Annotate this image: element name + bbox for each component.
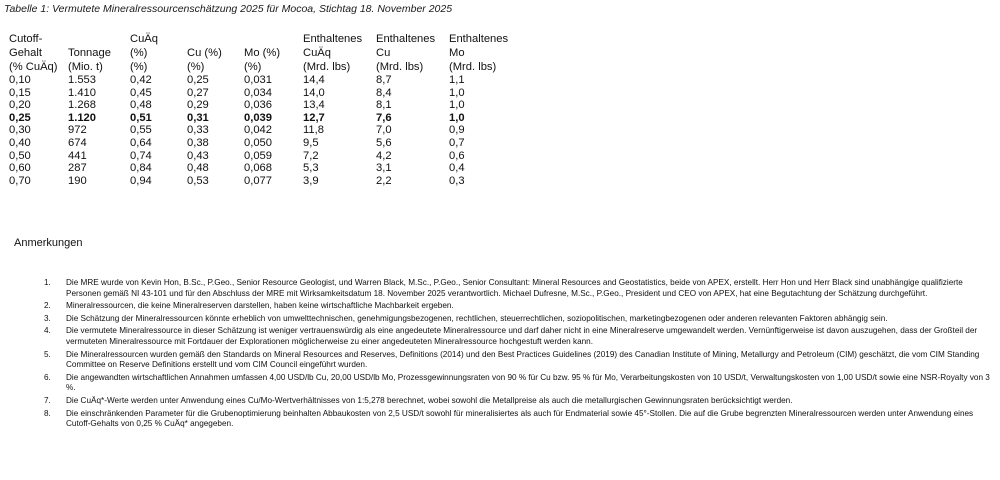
cell-mo: 0,039 bbox=[244, 111, 272, 124]
cell-cu: 0,29 bbox=[187, 99, 209, 112]
cell-cont-cu: 3,1 bbox=[376, 162, 392, 175]
cell-cutoff: 0,20 bbox=[9, 99, 31, 112]
cell-cu: 0,27 bbox=[187, 86, 209, 99]
cell-cu: 0,43 bbox=[187, 149, 209, 162]
cell-cueq: 0,74 bbox=[130, 149, 152, 162]
cell-cueq: 0,64 bbox=[130, 136, 152, 149]
table-row bbox=[9, 99, 519, 112]
cell-cont-mo: 0,4 bbox=[449, 162, 465, 175]
cell-cu: 0,25 bbox=[187, 74, 209, 86]
cell-cont-mo: 0,6 bbox=[449, 149, 465, 162]
cell-cont-cueq: 3,9 bbox=[303, 174, 319, 187]
cell-tonnage: 674 bbox=[68, 136, 87, 149]
note-text: Die vermutete Mineralressource in dieser Schätzung ist weniger vertrauenswürdig als eine angedeutete Mineralressource und darf daher nicht in eine Mineralreserve umgewandelt werden. Vernünftigerweise ist davon auszugehen, dass der Großteil der vermuteten Mineralressource mit Fortdauer der Explorationen möglicherweise zu einer angedeuteten Mineralressource hochgestuft werden kann. bbox=[66, 326, 978, 346]
header-tonnage: Tonnage (Mio. t) bbox=[68, 47, 111, 73]
note-item bbox=[44, 373, 994, 394]
note-number: 2. bbox=[44, 301, 51, 311]
table-row bbox=[9, 124, 519, 137]
note-number: 6. bbox=[44, 372, 51, 382]
cell-cont-cueq: 14,4 bbox=[303, 74, 325, 86]
cell-cont-mo: 1,0 bbox=[449, 99, 465, 112]
cell-mo: 0,059 bbox=[244, 149, 272, 162]
table-row bbox=[9, 87, 519, 100]
header-cueq: CuÄq (%) (%) bbox=[130, 33, 158, 73]
header-contained-mo: Enthaltenes Mo (Mrd. lbs) bbox=[449, 33, 509, 73]
note-number: 4. bbox=[44, 326, 51, 336]
cell-cu: 0,33 bbox=[187, 124, 209, 137]
cell-cutoff: 0,40 bbox=[9, 136, 31, 149]
note-number: 3. bbox=[44, 313, 51, 323]
cell-cutoff: 0,25 bbox=[9, 111, 31, 124]
cell-cu: 0,31 bbox=[187, 111, 209, 124]
cell-cueq: 0,94 bbox=[130, 174, 152, 187]
note-text: Die CuÄq*-Werte werden unter Anwendung eines Cu/Mo-Wertverhältnisses von 1:5,278 berechnet, wobei sowohl die Metallpreise als auch die metallurgischen Gewinnungsraten berücksichtigt werden. bbox=[66, 395, 793, 405]
note-number: 1. bbox=[44, 278, 51, 287]
note-text: Die Mineralressourcen wurden gemäß den Standards on Mineral Resources and Reserves, Definitions (2014) und den Best Practices Guidelines (2019) des Canadian Institute of Mining, Metallurgy and Petroleum (CIM) geschätzt, die vom CIM Standing Committee on Reserve Definitions erstellt und vom CIM Council eingeführt wurden. bbox=[66, 349, 980, 370]
header-contained-cu: Enthaltenes Cu (Mrd. lbs) bbox=[376, 33, 436, 73]
note-item bbox=[44, 326, 994, 347]
cell-cutoff: 0,30 bbox=[9, 124, 31, 137]
cell-cont-cu: 7,0 bbox=[376, 124, 392, 137]
cell-mo: 0,050 bbox=[244, 136, 272, 149]
cell-cu: 0,38 bbox=[187, 136, 209, 149]
note-item bbox=[44, 409, 994, 430]
cell-cont-cueq: 5,3 bbox=[303, 162, 319, 175]
cell-cueq: 0,48 bbox=[130, 99, 152, 112]
notes-heading: Anmerkungen bbox=[14, 237, 83, 249]
table-row bbox=[9, 150, 519, 163]
cell-cont-cueq: 7,2 bbox=[303, 149, 319, 162]
cell-cont-cu: 4,2 bbox=[376, 149, 392, 162]
cell-cont-cueq: 14,0 bbox=[303, 86, 325, 99]
cell-cont-cueq: 9,5 bbox=[303, 136, 319, 149]
note-text: Die angewandten wirtschaftlichen Annahmen umfassen 4,00 USD/lb Cu, 20,00 USD/lb Mo, Prozessgewinnungsraten von 90 % für Cu bzw. 95 % für Mo, Verarbeitungskosten von 10 USD/t, Verwaltungskosten von 1,00 USD/t sowie eine NSR-Royalty von 3 %. bbox=[66, 372, 990, 393]
table-row bbox=[9, 175, 519, 188]
notes-list bbox=[44, 278, 994, 432]
cell-cu: 0,48 bbox=[187, 162, 209, 175]
note-number: 7. bbox=[44, 395, 51, 405]
cell-cutoff: 0,50 bbox=[9, 149, 31, 162]
cell-cont-cu: 2,2 bbox=[376, 174, 392, 187]
note-text: Die MRE wurde von Kevin Hon, B.Sc., P.Geo., Senior Resource Geologist, und Warren Black, M.Sc., P.Geo., Senior Consultant: Mineral Resources and Geostatistics, beide von APEX, erstellt. Herr Hon und Herr Black sind unabhängige qualifizierte Personen gemäß NI 43-101 und für den Abschluss der MRE mit Wirksamkeitsdatum 18. November 2025 verantwortlich. Michael Dufresne, M.Sc., P.Geo., President und CEO von APEX, hat eine Begutachtung der Schätzung durchgeführt. bbox=[66, 278, 963, 298]
note-item bbox=[44, 396, 994, 407]
header-cu: Cu (%) (%) bbox=[187, 47, 222, 73]
cell-mo: 0,077 bbox=[244, 174, 272, 187]
cell-tonnage: 1.268 bbox=[68, 99, 96, 112]
cell-cont-cueq: 12,7 bbox=[303, 111, 325, 124]
cell-cont-cu: 7,6 bbox=[376, 111, 392, 124]
cell-tonnage: 972 bbox=[68, 124, 87, 137]
cell-cont-cu: 8,7 bbox=[376, 74, 392, 86]
cell-cueq: 0,42 bbox=[130, 74, 152, 86]
cell-cutoff: 0,10 bbox=[9, 74, 31, 86]
table-row bbox=[9, 112, 519, 125]
note-text: Mineralressourcen, die keine Mineralreserven darstellen, haben keine wirtschaftliche Machbarkeit ergeben. bbox=[66, 301, 454, 311]
cell-tonnage: 1.553 bbox=[68, 74, 96, 86]
cell-cu: 0,53 bbox=[187, 174, 209, 187]
cell-cueq: 0,55 bbox=[130, 124, 152, 137]
cell-mo: 0,031 bbox=[244, 74, 272, 86]
cell-mo: 0,068 bbox=[244, 162, 272, 175]
header-cutoff: Cutoff- Gehalt (% CuÄq) bbox=[9, 33, 58, 73]
note-text: Die einschränkenden Parameter für die Grubenoptimierung beinhalten Abbaukosten von 2,5 USD/t sowohl für mineralisiertes als auch für Endmaterial sowie 45°-Stollen. Die auf die Grube begrenzten Mineralressourcen werden unter Anwendung eines Cutoff-Gehalts von 0,25 % CuÄq* angegeben. bbox=[66, 408, 974, 429]
table-row bbox=[9, 137, 519, 150]
cell-cont-mo: 0,3 bbox=[449, 174, 465, 187]
cell-cueq: 0,45 bbox=[130, 86, 152, 99]
cell-tonnage: 1.120 bbox=[68, 111, 96, 124]
cell-cutoff: 0,70 bbox=[9, 174, 31, 187]
cell-cont-mo: 1,1 bbox=[449, 74, 465, 86]
cell-cont-cu: 8,1 bbox=[376, 99, 392, 112]
cell-cutoff: 0,15 bbox=[9, 86, 31, 99]
cell-cont-mo: 0,7 bbox=[449, 136, 465, 149]
cell-mo: 0,036 bbox=[244, 99, 272, 112]
cell-tonnage: 441 bbox=[68, 149, 87, 162]
cell-cont-cu: 5,6 bbox=[376, 136, 392, 149]
note-number: 5. bbox=[44, 349, 51, 359]
cell-cueq: 0,84 bbox=[130, 162, 152, 175]
cell-cont-mo: 1,0 bbox=[449, 86, 465, 99]
cell-tonnage: 190 bbox=[68, 174, 87, 187]
note-item bbox=[44, 350, 994, 371]
cell-mo: 0,034 bbox=[244, 86, 272, 99]
table-caption: Tabelle 1: Vermutete Mineralressourcenschätzung 2025 für Mocoa, Stichtag 18. November 2025 bbox=[4, 3, 453, 15]
cell-tonnage: 287 bbox=[68, 162, 87, 175]
header-contained-cueq: Enthaltenes CuÄq (Mrd. lbs) bbox=[303, 33, 363, 73]
cell-cont-cueq: 13,4 bbox=[303, 99, 325, 112]
cell-cutoff: 0,60 bbox=[9, 162, 31, 175]
cell-mo: 0,042 bbox=[244, 124, 272, 137]
cell-tonnage: 1.410 bbox=[68, 86, 96, 99]
table-row bbox=[9, 74, 519, 87]
table-header-row bbox=[9, 32, 519, 74]
header-mo: Mo (%) (%) bbox=[244, 47, 281, 73]
note-item bbox=[44, 278, 994, 299]
cell-cont-cu: 8,4 bbox=[376, 86, 392, 99]
note-item bbox=[44, 301, 994, 312]
cell-cont-cueq: 11,8 bbox=[303, 124, 324, 137]
resource-table bbox=[9, 32, 519, 187]
note-number: 8. bbox=[44, 408, 51, 418]
cell-cueq: 0,51 bbox=[130, 111, 152, 124]
note-text: Die Schätzung der Mineralressourcen könnte erheblich von umwelttechnischen, genehmigungsbezogenen, rechtlichen, steuerrechtlichen, soziopolitischen, marketingbezogenen oder anderen relevanten Faktoren abhängig sein. bbox=[66, 313, 888, 323]
note-item bbox=[44, 314, 994, 325]
cell-cont-mo: 1,0 bbox=[449, 111, 465, 124]
cell-cont-mo: 0,9 bbox=[449, 124, 465, 137]
table-row bbox=[9, 162, 519, 175]
